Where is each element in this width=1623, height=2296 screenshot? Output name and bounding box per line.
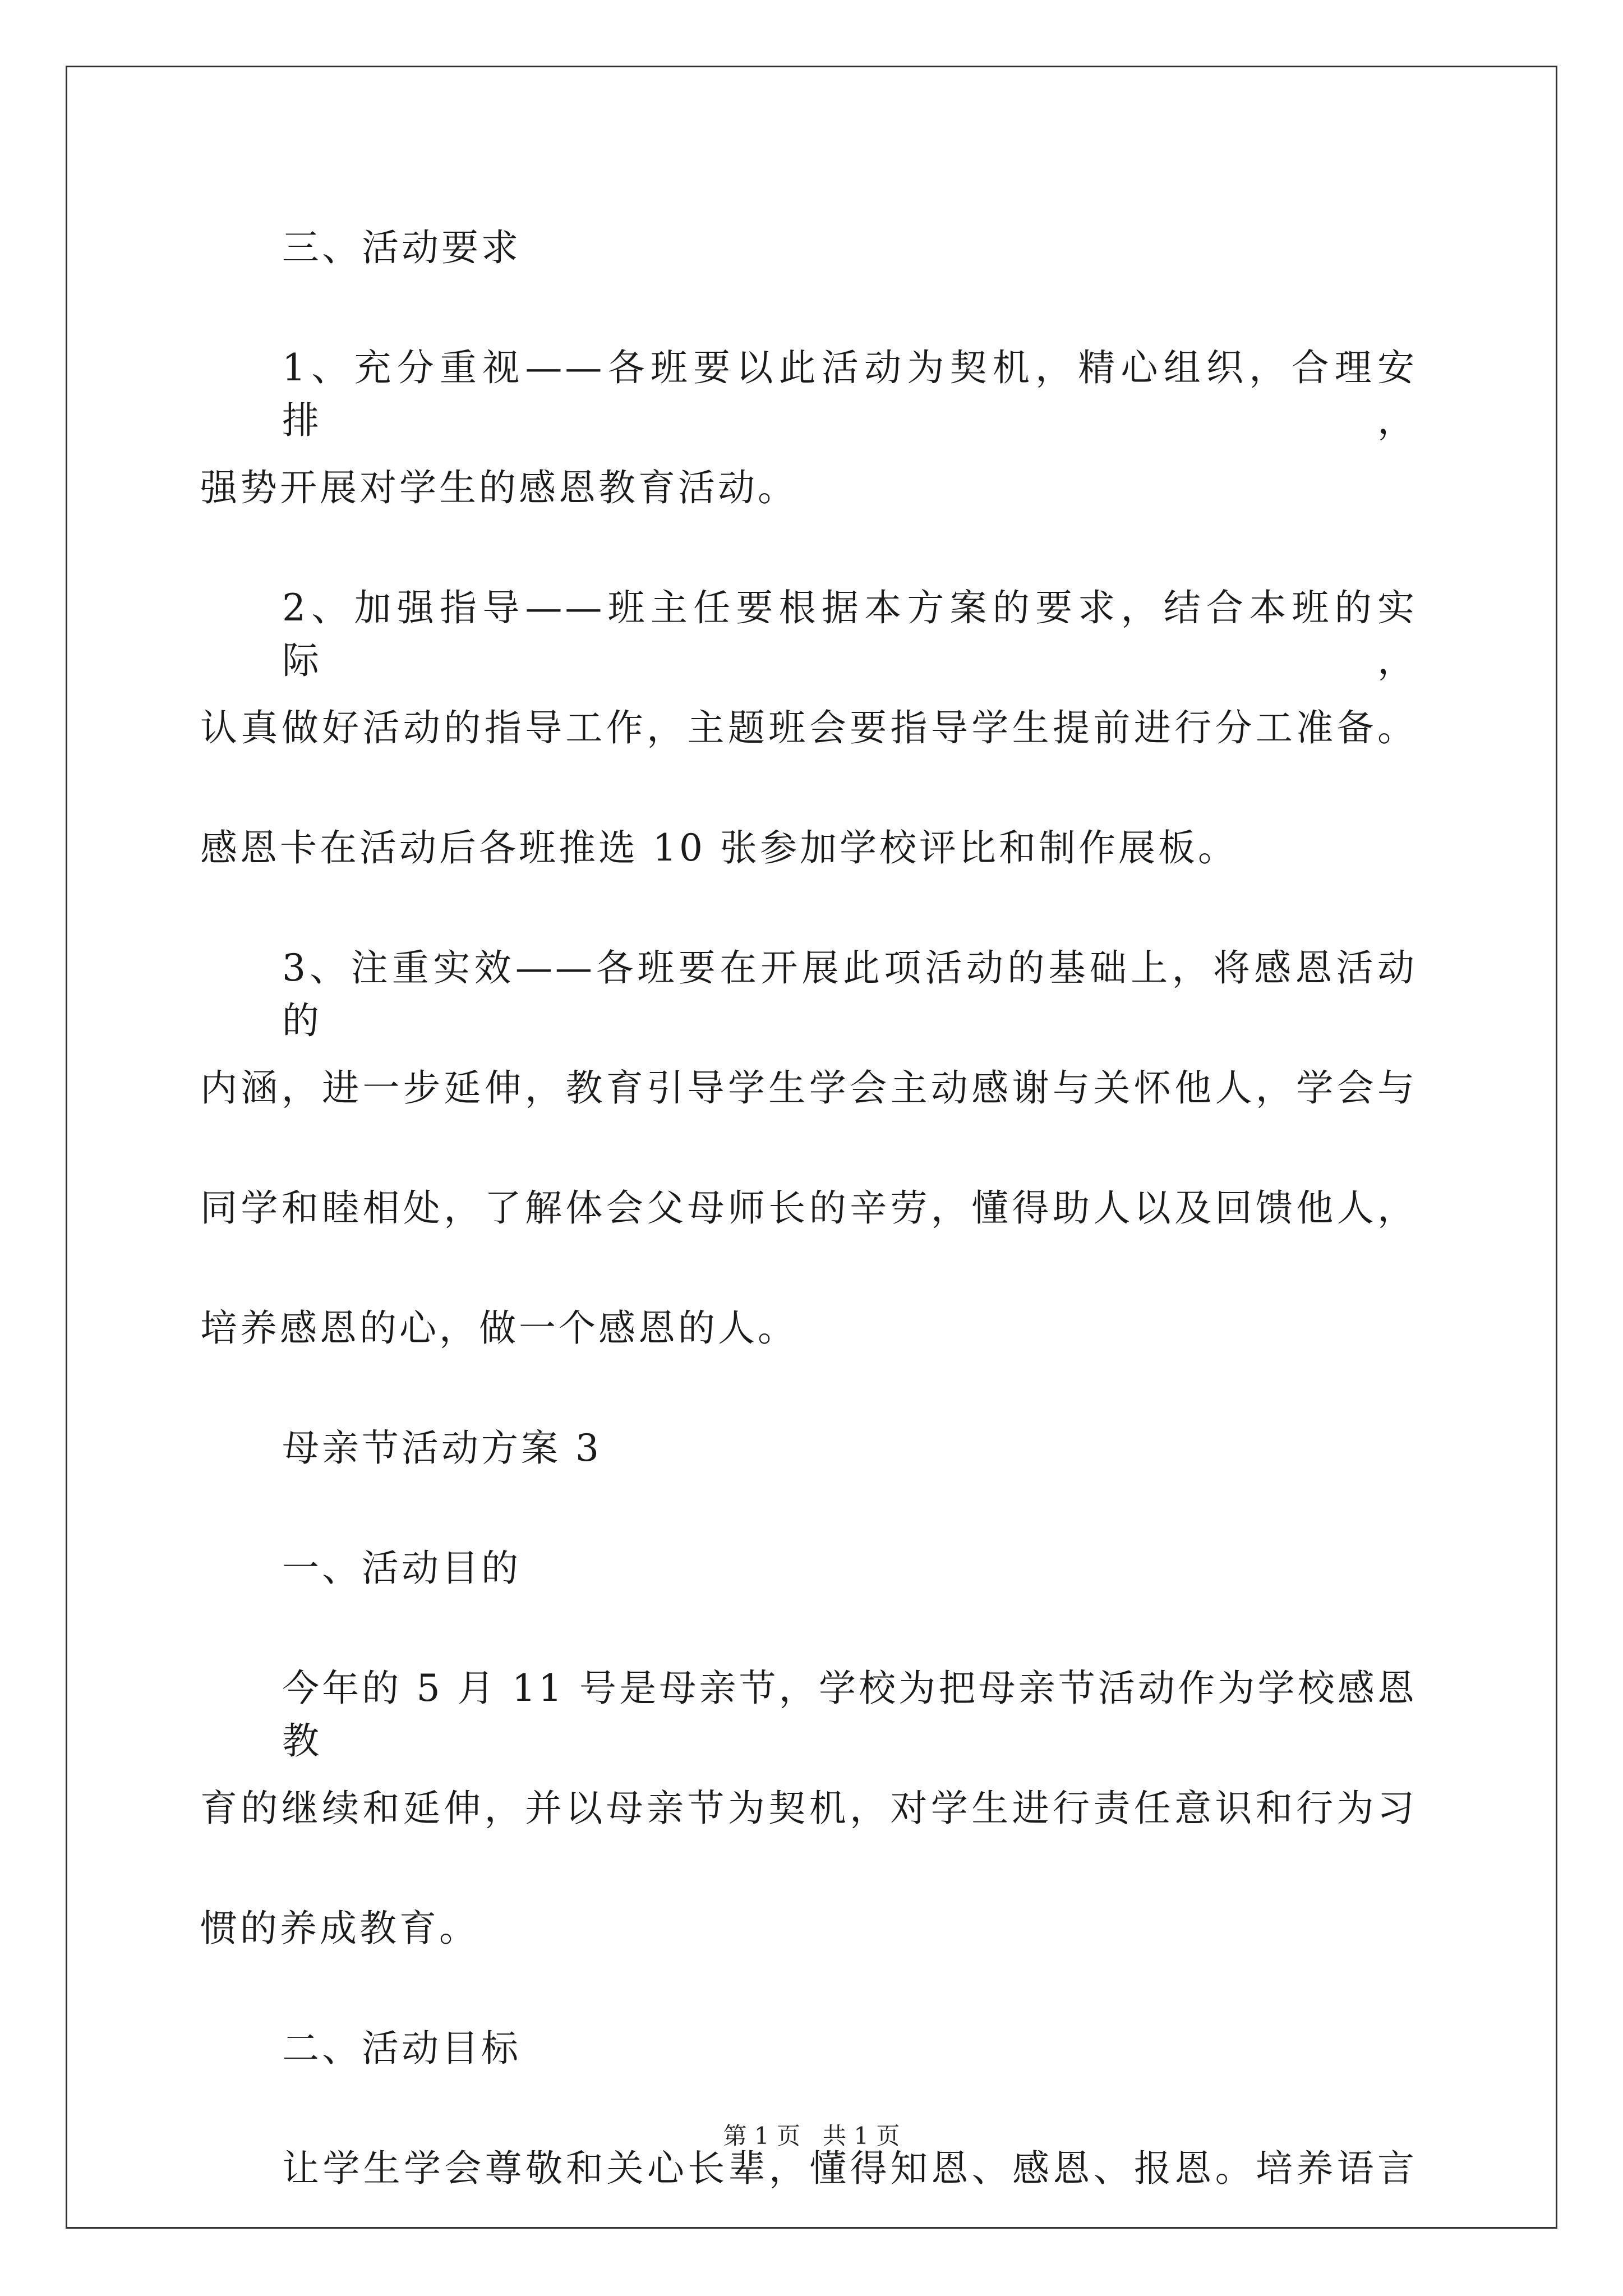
paragraph-line: 内涵，进一步延伸，教育引导学生学会主动感谢与关怀他人，学会与 (200, 1066, 1417, 1110)
page-number: 第 1 页 (723, 2122, 800, 2150)
document-body (200, 222, 1417, 2262)
paragraph-line: 认真做好活动的指导工作，主题班会要指导学生提前进行分工准备。 (200, 706, 1417, 749)
paragraph-line: 育的继续和延伸，并以母亲节为契机，对学生进行责任意识和行为习 (200, 1787, 1417, 1830)
paragraph-line: 1、充分重视——各班要以此活动为契机，精心组织，合理安排， (282, 346, 1417, 442)
section-heading: 一、活动目的 (282, 1547, 521, 1590)
section-heading: 二、活动目标 (282, 2027, 521, 2070)
paragraph-line: 感恩卡在活动后各班推选 10 张参加学校评比和制作展板。 (200, 826, 1238, 869)
paragraph-line: 强势开展对学生的感恩教育活动。 (200, 466, 797, 509)
paragraph-line: 惯的养成教育。 (200, 1907, 479, 1950)
page-total: 共 1 页 (823, 2122, 900, 2150)
page-footer (0, 2120, 1623, 2152)
paragraph-line: 3、注重实效——各班要在开展此项活动的基础上，将感恩活动的 (282, 946, 1417, 1042)
paragraph-line: 2、加强指导——班主任要根据本方案的要求，结合本班的实际， (282, 586, 1417, 682)
section-heading: 三、活动要求 (282, 226, 521, 269)
paragraph-line: 培养感恩的心，做一个感恩的人。 (200, 1306, 797, 1350)
paragraph-line: 让学生学会尊敬和关心长辈，懂得知恩、感恩、报恩。培养语言 (282, 2147, 1417, 2190)
paragraph-line: 同学和睦相处，了解体会父母师长的辛劳，懂得助人以及回馈他人， (200, 1186, 1417, 1230)
paragraph-line: 今年的 5 月 11 号是母亲节，学校为把母亲节活动作为学校感恩教 (282, 1667, 1417, 1763)
document-title: 母亲节活动方案 3 (282, 1427, 602, 1470)
